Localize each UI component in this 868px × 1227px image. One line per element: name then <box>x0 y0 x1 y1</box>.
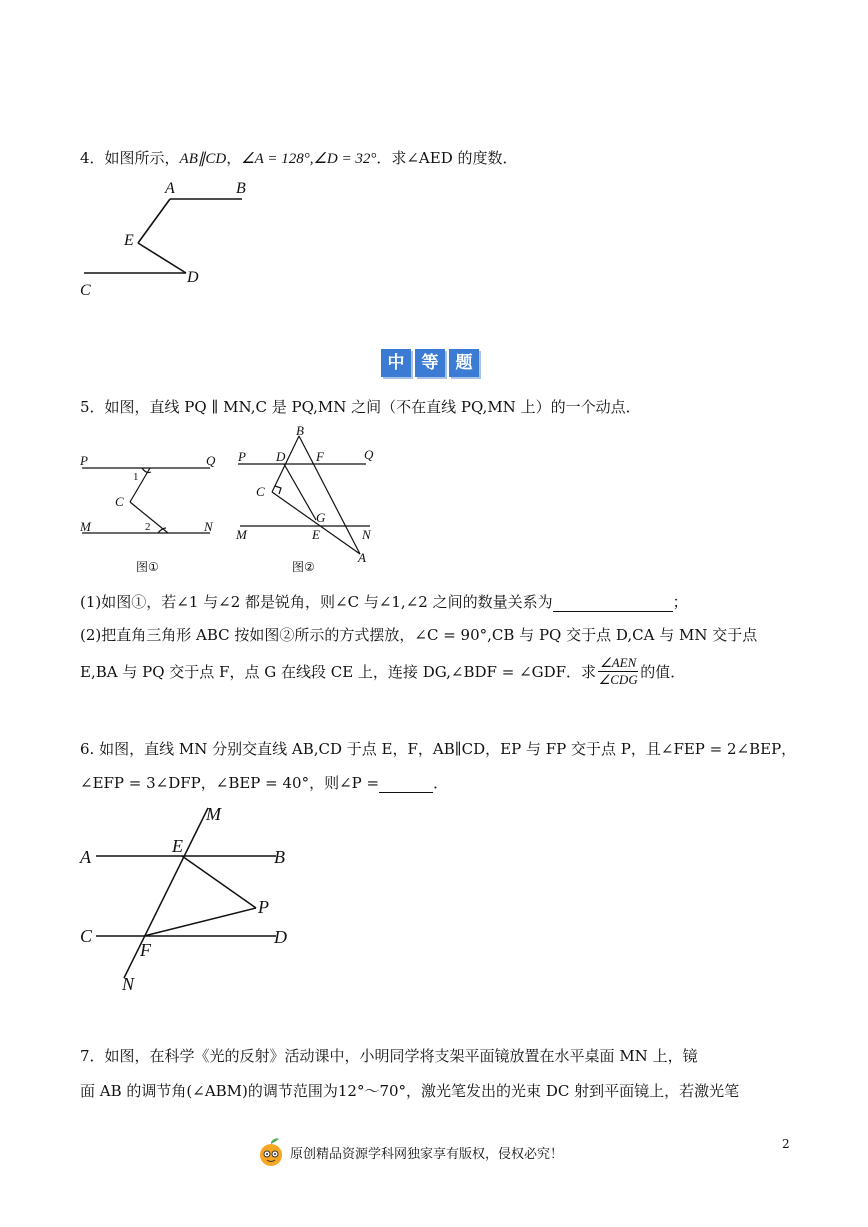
footer-copyright: 原创精品资源学科网独家享有版权，侵权必究！ <box>290 1146 564 1162</box>
fig2-label-G: G <box>316 510 326 525</box>
badge-char-2: 等 <box>415 349 445 377</box>
q5-fraction <box>598 655 638 688</box>
fig1-label-C: C <box>115 494 124 509</box>
q6-figure <box>76 800 316 1000</box>
q6-line2 <box>80 772 448 793</box>
q7-line1: 7．如图，在科学《光的反射》活动课中，小明同学将支架平面镜放置在水平桌面 MN 上，镜 <box>80 1047 698 1065</box>
fig2-label-M: M <box>236 527 247 542</box>
footer <box>258 1137 563 1167</box>
fig1-label-2: 2 <box>145 521 151 533</box>
fig2-label-A: A <box>358 550 366 565</box>
q6-label-P: P <box>258 897 269 917</box>
q4-figure <box>70 175 270 305</box>
q6-label-N: N <box>122 974 135 994</box>
badge-char-1: 中 <box>381 349 411 377</box>
fig1-label-Q: Q <box>206 453 216 468</box>
q5-part2-line1: (2)把直角三角形 ABC 按如图②所示的方式摆放，∠C = 90°,CB 与 PQ 交于点 D,CA 与 MN 交于点 <box>80 626 758 644</box>
q5-part2-line2 <box>80 655 685 688</box>
q5-part2-end: 的值． <box>640 663 686 681</box>
fig2-label-C: C <box>256 484 265 499</box>
q4-ask: ．求∠AED 的度数． <box>376 149 518 167</box>
q6-label-E: E <box>172 836 183 856</box>
q6-label-D: D <box>274 927 287 947</box>
badge-char-3: 题 <box>449 349 479 377</box>
q5-intro: 5．如图，直线 PQ ∥ MN,C 是 PQ,MN 之间（不在直线 PQ,MN 上）的一个动点． <box>80 398 641 416</box>
q6-line2-end: ． <box>433 774 449 792</box>
fig2-label-B: B <box>296 423 304 438</box>
q6-label-M: M <box>206 804 221 824</box>
fig2-label-F: F <box>316 449 324 464</box>
fig1-label-N: N <box>204 519 213 534</box>
q5-part1-text: (1)如图①，若∠1 与∠2 都是锐角，则∠C 与∠1,∠2 之间的数量关系为 <box>80 593 553 611</box>
q5-part1-blank <box>553 593 673 612</box>
q5-part1-end: ； <box>672 593 688 611</box>
q4-statement <box>80 147 518 168</box>
q6-line2-text: ∠EFP = 3∠DFP，∠BEP = 40°，则∠P = <box>80 774 380 792</box>
q5-part2-line2-text: E,BA 与 PQ 交于点 F，点 G 在线段 CE 上，连接 DG,∠BDF = ∠GDF．求 <box>80 663 597 681</box>
fig2-label-D: D <box>276 449 286 464</box>
q5-figure-1 <box>78 428 228 578</box>
orange-logo-icon <box>258 1137 284 1167</box>
q4-label-B: B <box>236 180 246 197</box>
q4-label-D: D <box>187 269 199 286</box>
q6-label-C: C <box>80 926 93 946</box>
q5-frac-denominator: ∠CDG <box>598 672 638 687</box>
fig2-label-Q: Q <box>364 447 374 462</box>
fig2-label-P: P <box>238 449 246 464</box>
fig2-caption: 图② <box>292 560 315 574</box>
q4-angles: ∠A = 128°,∠D = 32° <box>241 151 377 167</box>
q4-sep: ， <box>226 149 242 167</box>
fig1-label-P: P <box>80 453 88 468</box>
q4-prefix: 4．如图所示， <box>80 149 180 167</box>
q6-label-A: A <box>80 847 91 867</box>
section-badge <box>381 349 479 377</box>
fig1-label-M: M <box>80 519 91 534</box>
q5-figure-2 <box>232 424 392 574</box>
page-number: 2 <box>782 1137 790 1151</box>
q6-blank <box>379 774 433 793</box>
q6-label-F: F <box>140 940 151 960</box>
q4-label-E: E <box>124 232 134 249</box>
fig2-label-E: E <box>312 527 320 542</box>
q5-part1 <box>80 591 688 612</box>
fig1-caption: 图① <box>136 560 159 574</box>
fig2-label-N: N <box>362 527 371 542</box>
q7-line2: 面 AB 的调节角(∠ABM)的调节范围为12°～70°，激光笔发出的光束 DC 射到平面镜上，若激光笔 <box>80 1082 740 1100</box>
q4-label-C: C <box>80 282 91 299</box>
q5-frac-numerator: ∠AEN <box>600 655 637 670</box>
q6-line1: 6. 如图，直线 MN 分别交直线 AB,CD 于点 E，F，AB∥CD，EP 与 FP 交于点 P，且∠FEP = 2∠BEP， <box>80 740 797 758</box>
fig1-label-1: 1 <box>133 471 139 483</box>
q6-label-B: B <box>274 847 285 867</box>
q4-label-A: A <box>165 180 175 197</box>
q4-given: AB∥CD <box>179 151 227 167</box>
